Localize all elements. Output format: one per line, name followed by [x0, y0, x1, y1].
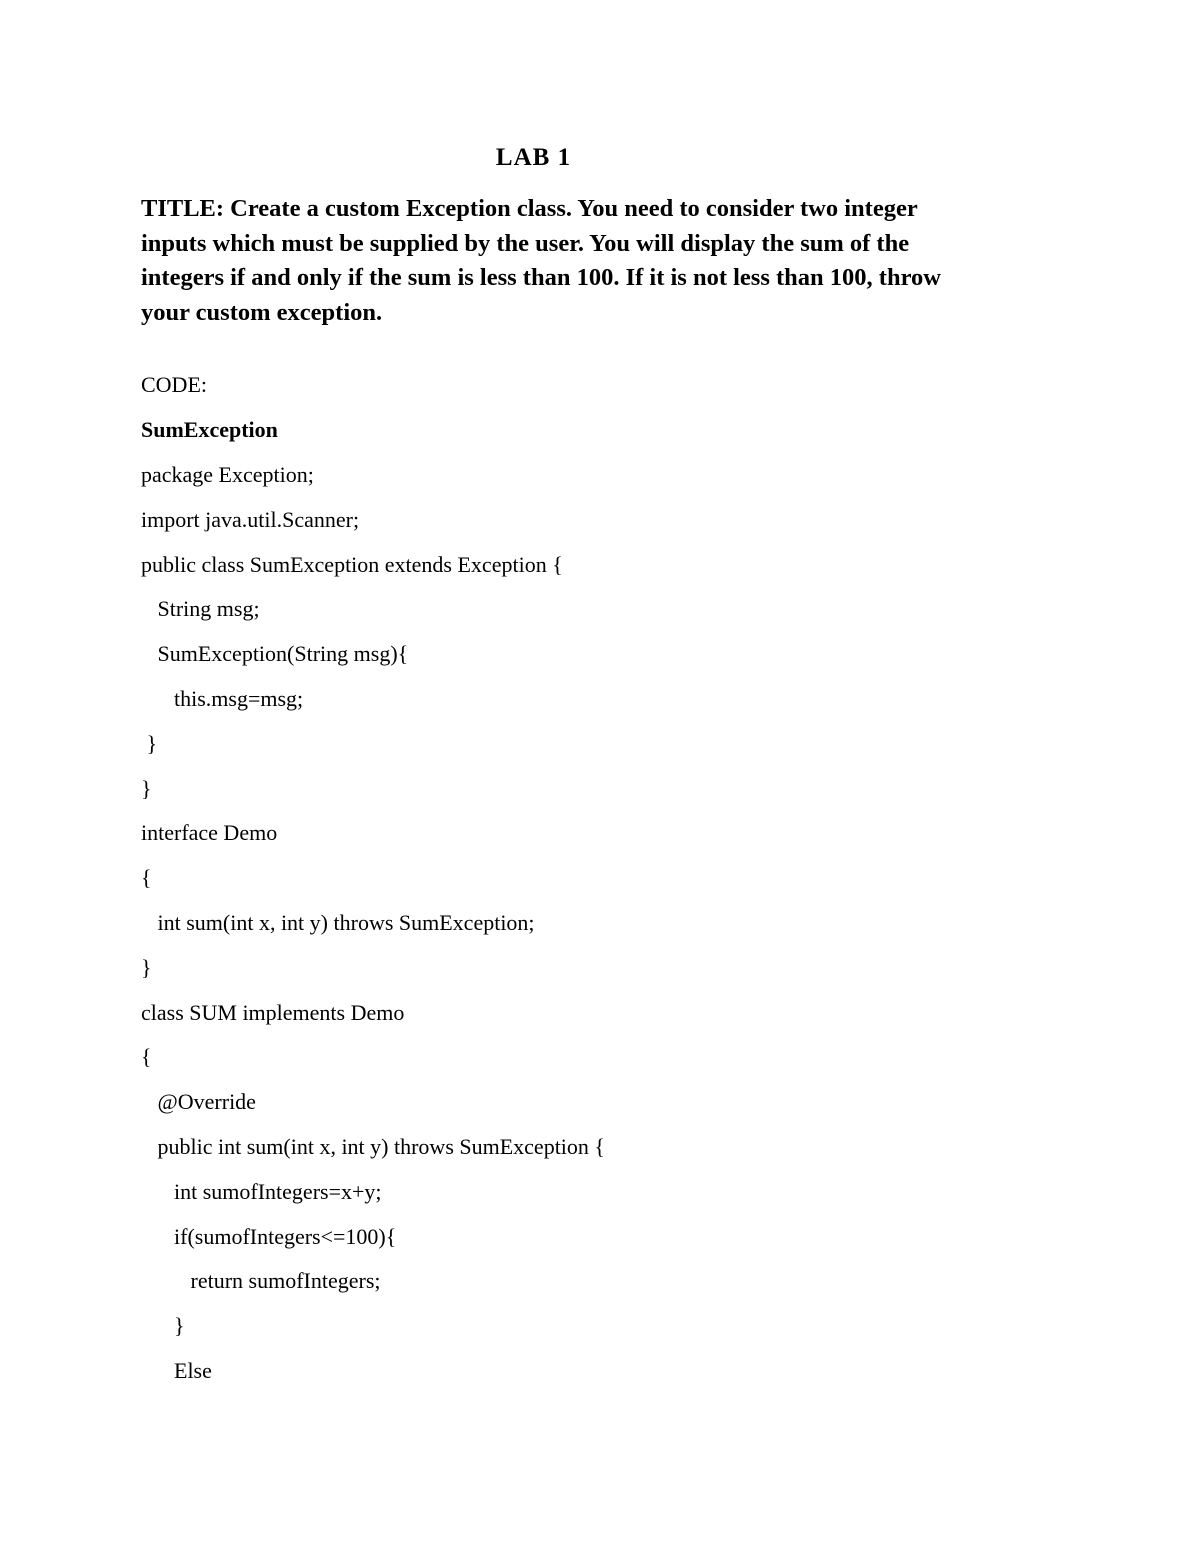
code-line: this.msg=msg; — [141, 685, 304, 711]
code-line: import java.util.Scanner; — [141, 506, 360, 532]
code-line: } — [141, 1313, 185, 1339]
class-name-heading: SumException — [141, 417, 278, 442]
lab-heading: LAB 1 — [495, 144, 572, 171]
code-line: @Override — [141, 1089, 256, 1115]
code-line: } — [141, 730, 158, 756]
code-line: public class SumException extends Exception { — [141, 551, 563, 577]
code-line: public int sum(int x, int y) throws SumException { — [141, 1133, 605, 1159]
code-line: String msg; — [141, 596, 260, 622]
code-line: int sum(int x, int y) throws SumException; — [141, 909, 535, 935]
code-section — [141, 368, 1141, 1399]
title-line: your custom exception. — [141, 298, 383, 326]
code-line: { — [141, 865, 152, 891]
code-line: interface Demo — [141, 820, 278, 846]
title-block — [141, 192, 1051, 330]
title-line: integers if and only if the sum is less than 100. If it is not less than 100, throw — [141, 264, 941, 291]
title-line: inputs which must be supplied by the user. You will display the sum of the — [141, 229, 910, 257]
code-line: } — [141, 775, 152, 801]
code-line: SumException(String msg){ — [141, 641, 409, 667]
code-line: } — [141, 954, 152, 980]
code-label: CODE: — [141, 372, 207, 397]
code-line: Else — [141, 1357, 212, 1383]
code-line: { — [141, 1044, 152, 1070]
code-line: return sumofIntegers; — [141, 1268, 381, 1294]
title-line: TITLE: Create a custom Exception class. You need to consider two integer — [141, 195, 918, 222]
code-line: class SUM implements Demo — [141, 999, 405, 1025]
code-line: package Exception; — [141, 462, 314, 487]
code-line: if(sumofIntegers<=100){ — [141, 1223, 397, 1249]
code-line: int sumofIntegers=x+y; — [141, 1178, 382, 1204]
